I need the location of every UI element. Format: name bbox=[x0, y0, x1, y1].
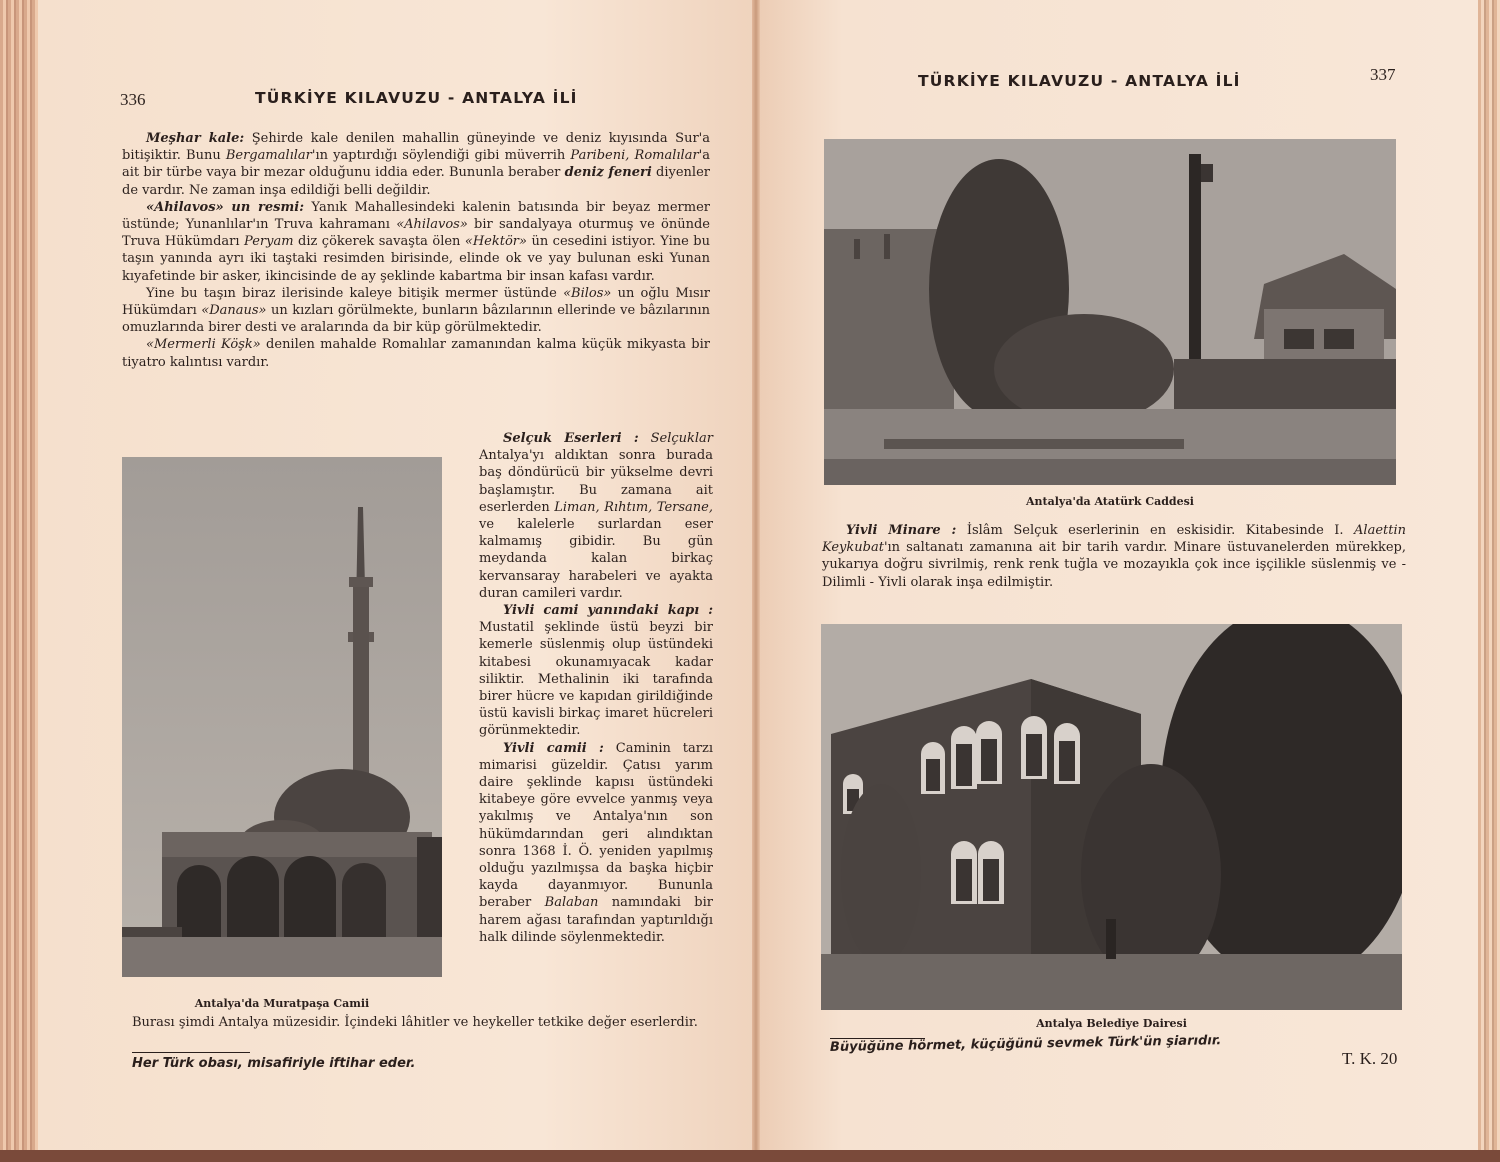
book-gutter bbox=[752, 0, 760, 1162]
left-text-column bbox=[479, 430, 713, 946]
right-text-block bbox=[822, 522, 1406, 591]
running-head-left: TÜRKİYE KILAVUZU - ANTALYA İLİ bbox=[255, 89, 578, 107]
text: Antalya'yı aldıktan sonra burada baş döndürücü bir yükselme devri başlamıştır. Bu zamana ait eserlerden bbox=[479, 448, 713, 515]
text: un oğlu Mısır Hükümdarı bbox=[122, 285, 710, 319]
text: Şehirde kale denilen mahallin güneyinde ve deniz kıyısında Sur'a bitişiktir. Bunu bbox=[122, 131, 710, 164]
paragraph-bilos bbox=[122, 285, 710, 337]
paragraph-yivli-camii bbox=[479, 740, 713, 946]
text: 'ın saltanatı zamanına ait bir tarih vardır. Minare üstuvanelerden mürekkep, yukarıya doğru sivrilmiş, renk renk tuğla ve mozayıkla çok ince işçilikle süslenmiş ve - Dilimli - Yivli olarak inşa edilmiştir. bbox=[822, 540, 1406, 590]
paragraph-label: «Ahilavos» un resmi: bbox=[146, 199, 304, 215]
page-number-right: 337 bbox=[1370, 65, 1396, 84]
paragraph-selcuk-eserleri bbox=[479, 430, 713, 602]
footnote-rule-left bbox=[132, 1052, 250, 1053]
photo-muratpasa-mosque bbox=[122, 457, 442, 977]
italic-text: Peryam bbox=[244, 234, 294, 250]
building-illustration bbox=[821, 624, 1402, 1010]
italic-text: Bergamalılar bbox=[225, 148, 312, 164]
italic-text: Balaban bbox=[544, 895, 599, 911]
text: namındaki bir harem ağası tarafından yaptırıldığı halk dilinde söylenmektedir. bbox=[479, 895, 713, 945]
text: bir sandalyaya oturmuş ve önünde Truva Hükümdarı bbox=[122, 217, 710, 250]
caption-muratpasa-mosque: Antalya'da Muratpaşa Camii bbox=[194, 997, 370, 1010]
text: Yanık Mahallesindeki kalenin batısında bir beyaz mermer üstünde; Yunanlılar'ın Truva kahramanı bbox=[122, 199, 710, 233]
running-head-right: TÜRKİYE KILAVUZU - ANTALYA İLİ bbox=[918, 72, 1241, 90]
italic-text: «Bilos» bbox=[563, 285, 612, 301]
signature-mark: T. K. 20 bbox=[1342, 1049, 1398, 1068]
italic-text: Alaettin Keykubat bbox=[822, 523, 1406, 556]
caption-belediye-dairesi: Antalya Belediye Dairesi bbox=[1036, 1017, 1187, 1030]
motto-left: Her Türk obası, misafiriyle iftihar eder. bbox=[132, 1056, 416, 1071]
caption-ataturk-caddesi: Antalya'da Atatürk Caddesi bbox=[1026, 495, 1194, 508]
italic-text: Selçuklar bbox=[638, 431, 714, 446]
italic-text: «Mermerli Köşk» bbox=[146, 337, 261, 353]
bold-italic-text: deniz feneri bbox=[564, 165, 652, 181]
paragraph-yivli-minare bbox=[822, 522, 1406, 591]
paragraph-ahilavos bbox=[122, 199, 710, 285]
book-bottom-edge bbox=[0, 1150, 1500, 1162]
text: denilen mahalde Romalılar zamanından kalma küçük mikyasta bir tiyatro kalıntısı vardır. bbox=[122, 337, 710, 370]
paragraph-muze: Burası şimdi Antalya müzesidir. İçindeki lâhitler ve heykeller tetkike değer eserlerdir. bbox=[132, 1015, 698, 1030]
text: İslâm Selçuk eserlerinin en eskisidir. Kitabesinde I. bbox=[956, 523, 1355, 538]
paragraph-label: Selçuk Eserleri : bbox=[503, 431, 639, 446]
photo-ataturk-caddesi bbox=[824, 139, 1396, 485]
motto-right: Büyüğüne hörmet, küçüğünü sevmek Türk'ün şiarıdır. bbox=[829, 1033, 1222, 1055]
paragraph-label: Yivli Minare : bbox=[846, 523, 957, 538]
italic-text: Liman, Rıhtım, Tersane, bbox=[554, 499, 713, 515]
street-illustration bbox=[824, 139, 1396, 485]
mosque-illustration bbox=[122, 457, 442, 977]
left-text-block-top bbox=[122, 130, 710, 371]
text: Yine bu taşın biraz ilerisinde kaleye bitişik mermer üstünde bbox=[146, 285, 564, 301]
text: diyenler de vardır. Ne zaman inşa edildiği belli değildir. bbox=[122, 165, 710, 198]
text: Caminin tarzı mimarisi güzeldir. Çatısı yarım daire şeklinde kapısı üstündeki kitabeye göre evvelce yanmış veya yakılmış ve Antalya'nın son hükümdarından geri alındıktan sonra 1368 İ. Ö. yeniden yapılmış olduğu yazılmışsa da başka hiçbir kayda dayanmıyor. Bununla beraber bbox=[479, 740, 714, 911]
text: ün cesedini istiyor. Yine bu taşın yanında ayrı iki taştaki resimden birisinde, elinde ok ve yay bulunan eski Yunan kıyafetinde bir asker, ikincisinde de ay şeklinde kabartma bir insan kafası vardır. bbox=[122, 234, 710, 284]
italic-text: «Hektör» bbox=[464, 234, 527, 250]
paragraph-yivli-cami-kapi bbox=[479, 602, 713, 740]
text: 'a ait bir türbe vaya bir mezar olduğunu iddia eder. Bununla beraber bbox=[122, 148, 710, 181]
right-page-edges bbox=[1478, 0, 1500, 1162]
photo-belediye-dairesi bbox=[821, 624, 1402, 1010]
text: Mustatil şeklinde üstü beyzi bir kemerle süslenmiş olup üstündeki kitabesi okunamıyacak kadar siliktir. Methalinin iki tarafında birer hücre ve kapıdan girildiğinde üstü kavisli birkaç imaret hücreleri görünmektedir. bbox=[479, 620, 713, 739]
paragraph-label: Meşhar kale: bbox=[146, 131, 245, 146]
page-number-left: 336 bbox=[120, 90, 146, 109]
paragraph-label: Yivli camii : bbox=[503, 740, 604, 756]
paragraph-label: Yivli cami yanındaki kapı : bbox=[503, 603, 713, 619]
italic-text: «Danaus» bbox=[201, 303, 267, 319]
text: diz çökerek savaşta ölen bbox=[293, 234, 465, 250]
left-page-edges bbox=[0, 0, 40, 1162]
paragraph-mermerli-kosk bbox=[122, 336, 710, 370]
text: ve kalelerle surlardan eser kalmamış gibidir. Bu gün meydanda kalan birkaç kervansaray harabeleri ve ayakta duran camileri vardır. bbox=[479, 517, 713, 601]
text: 'ın yaptırdığı söylendiği gibi müverrih bbox=[311, 148, 571, 164]
italic-text: Paribeni, Romalılar bbox=[570, 148, 699, 164]
text: un kızları görülmekte, bunların bâzılarının ellerinde ve bâzılarının omuzlarında birer desti ve aralarında da bir küp görülmektedir. bbox=[122, 303, 710, 336]
italic-text: «Ahilavos» bbox=[396, 217, 468, 233]
paragraph-meshur-kale bbox=[122, 130, 710, 199]
